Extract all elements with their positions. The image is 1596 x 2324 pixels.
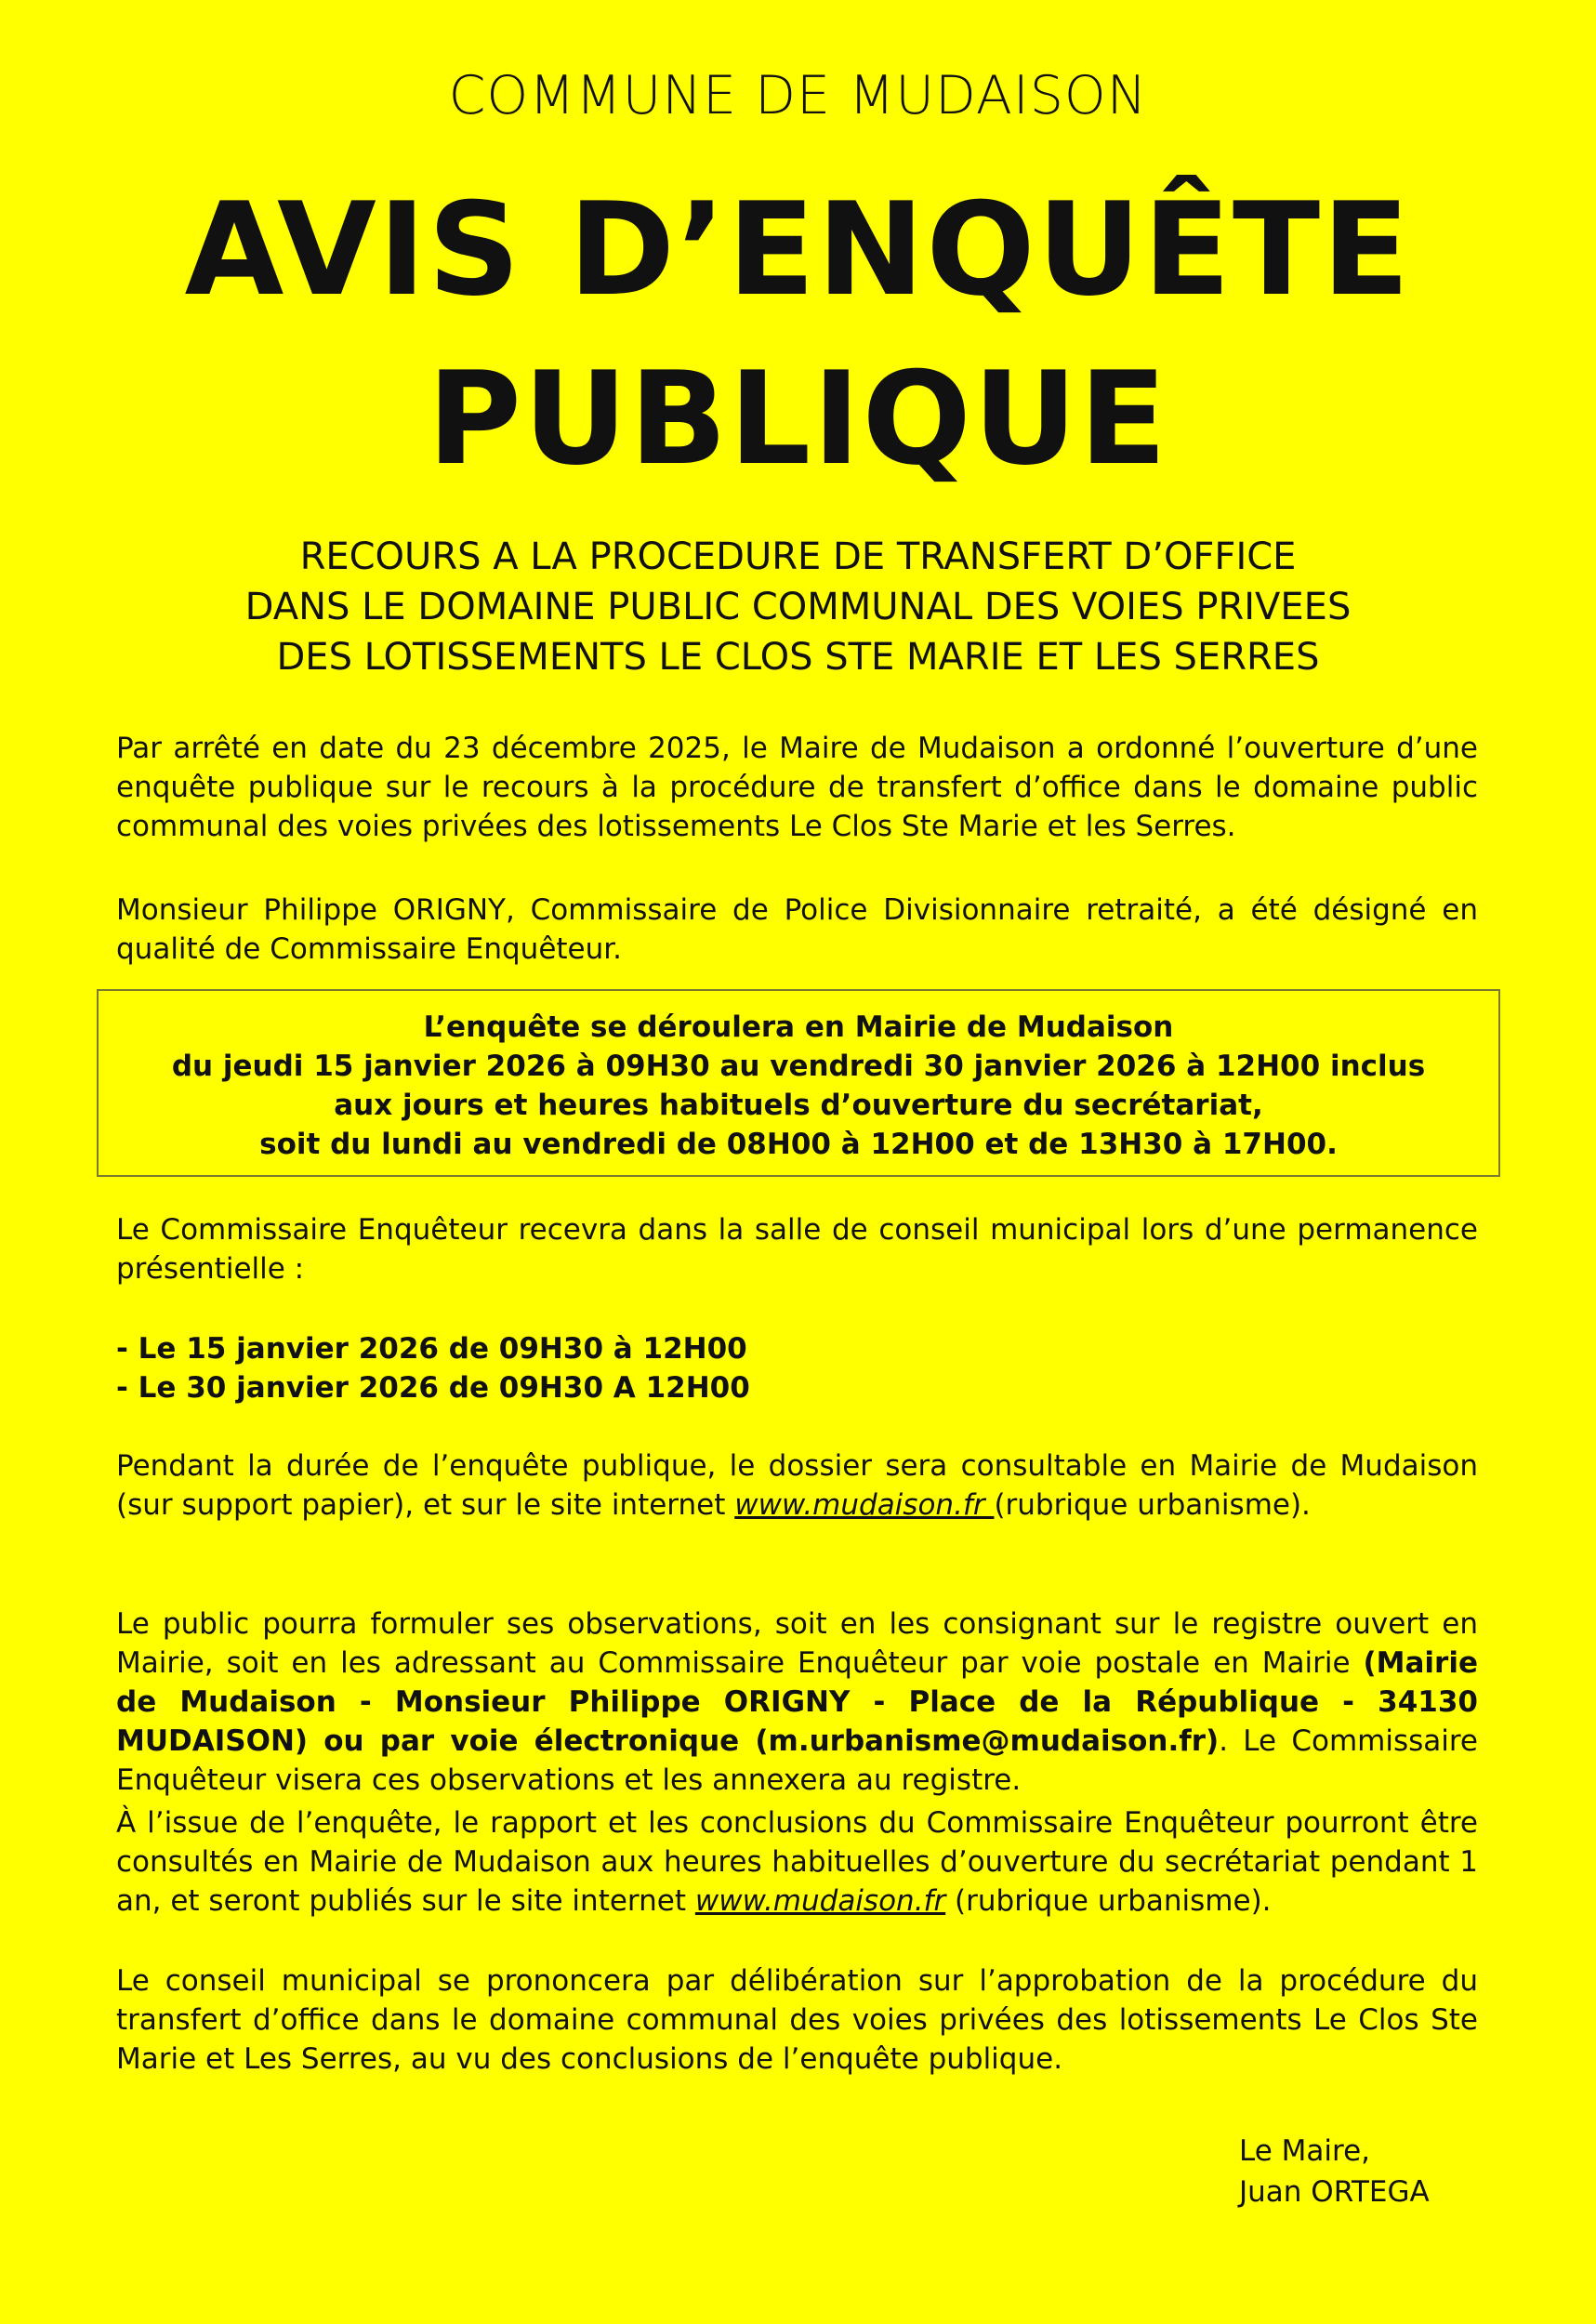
title-line-2: PUBLIQUE (427, 344, 1169, 494)
dates-box-line-1: L’enquête se déroulera en Mairie de Mudaison (423, 1010, 1174, 1044)
dates-box-line-3: aux jours et heures habituels d’ouverture du secrétariat, (334, 1089, 1263, 1122)
signature (1239, 2131, 1430, 2212)
notice-title (0, 165, 1596, 504)
dates-box-line-2: du jeudi 15 janvier 2026 à 09H30 au vendredi 30 janvier 2026 à 12H00 inclus (171, 1050, 1426, 1083)
paragraph-commissaire (116, 891, 1478, 969)
notice-subtitle (0, 532, 1596, 682)
paragraph-permanence-intro (116, 1210, 1478, 1288)
contact-address: (Mairie de Mudaison - Monsieur Philippe ORIGNY - Place de la République - 34130 MUDAISON) ou par voie électronique (m.urbanisme@mudaison.fr) (116, 1646, 1478, 1758)
paragraph-dossier (116, 1446, 1478, 1525)
subtitle-line-1: RECOURS A LA PROCEDURE DE TRANSFERT D’OFFICE (299, 535, 1297, 578)
paragraph-dossier-text-end: (rubrique urbanisme). (994, 1488, 1311, 1522)
paragraph-observations-text: Le public pourra formuler ses observations, soit en les consignant sur le registre ouvert en Mairie, soit en les adressant au Commissaire Enquêteur par voie postale en Mairie (116, 1607, 1478, 1680)
permanence-item: - Le 30 janvier 2026 de 09H30 A 12H00 (116, 1371, 750, 1405)
permanence-item: - Le 15 janvier 2026 de 09H30 à 12H00 (116, 1332, 747, 1366)
commune-name: COMMUNE DE MUDAISON (448, 65, 1148, 126)
paragraph-commissaire-text: Monsieur Philippe ORIGNY, Commissaire de Police Divisionnaire retraité, a été désigné en qualité de Commissaire Enquêteur. (116, 893, 1478, 966)
website-link[interactable]: www.mudaison.fr (734, 1488, 995, 1522)
paragraph-rapport-text: À l’issue de l’enquête, le rapport et les conclusions du Commissaire Enquêteur pourront être consultés en Mairie de Mudaison aux heures habituelles d’ouverture du secrétariat pendant 1 an, et seront publiés sur le site internet (116, 1806, 1478, 1918)
website-link[interactable]: www.mudaison.fr (694, 1884, 946, 1918)
paragraph-arrete (116, 729, 1478, 846)
dates-box-line-4: soit du lundi au vendredi de 08H00 à 12H00 et de 13H30 à 17H00. (259, 1128, 1338, 1161)
signature-name: Juan ORTEGA (1239, 2175, 1430, 2209)
title-line-1: AVIS D’ENQUÊTE (184, 175, 1412, 324)
dates-box (97, 989, 1500, 1177)
paragraph-rapport (116, 1803, 1478, 1921)
signature-role: Le Maire, (1239, 2134, 1370, 2168)
paragraph-rapport-text-end: (rubrique urbanisme). (945, 1884, 1272, 1918)
paragraph-conseil (116, 1961, 1478, 2079)
permanence-list (116, 1329, 1478, 1407)
paragraph-conseil-text: Le conseil municipal se prononcera par délibération sur l’approbation de la procédure du transfert d’office dans le domaine communal des voies privées des lotissements Le Clos Ste Marie et Les Serres, au vu des conclusions de l’enquête publique. (116, 1964, 1478, 2076)
subtitle-line-3: DES LOTISSEMENTS LE CLOS STE MARIE ET LES SERRES (276, 636, 1320, 679)
paragraph-arrete-text: Par arrêté en date du 23 décembre 2025, le Maire de Mudaison a ordonné l’ouverture d’une enquête publique sur le recours à la procédure de transfert d’office dans le domaine public communal des voies privées des lotissements Le Clos Ste Marie et les Serres. (116, 732, 1478, 843)
paragraph-permanence-intro-text: Le Commissaire Enquêteur recevra dans la salle de conseil municipal lors d’une permanence présentielle : (116, 1213, 1478, 1286)
paragraph-observations (116, 1604, 1478, 1800)
paragraph-observations-text-end: . Le Commissaire Enquêteur visera ces observations et les annexera au registre. (116, 1724, 1478, 1797)
subtitle-line-2: DANS LE DOMAINE PUBLIC COMMUNAL DES VOIES PRIVEES (244, 586, 1352, 628)
paragraph-dossier-text: Pendant la durée de l’enquête publique, le dossier sera consultable en Mairie de Mudaison (sur support papier), et sur le site internet (116, 1449, 1478, 1522)
